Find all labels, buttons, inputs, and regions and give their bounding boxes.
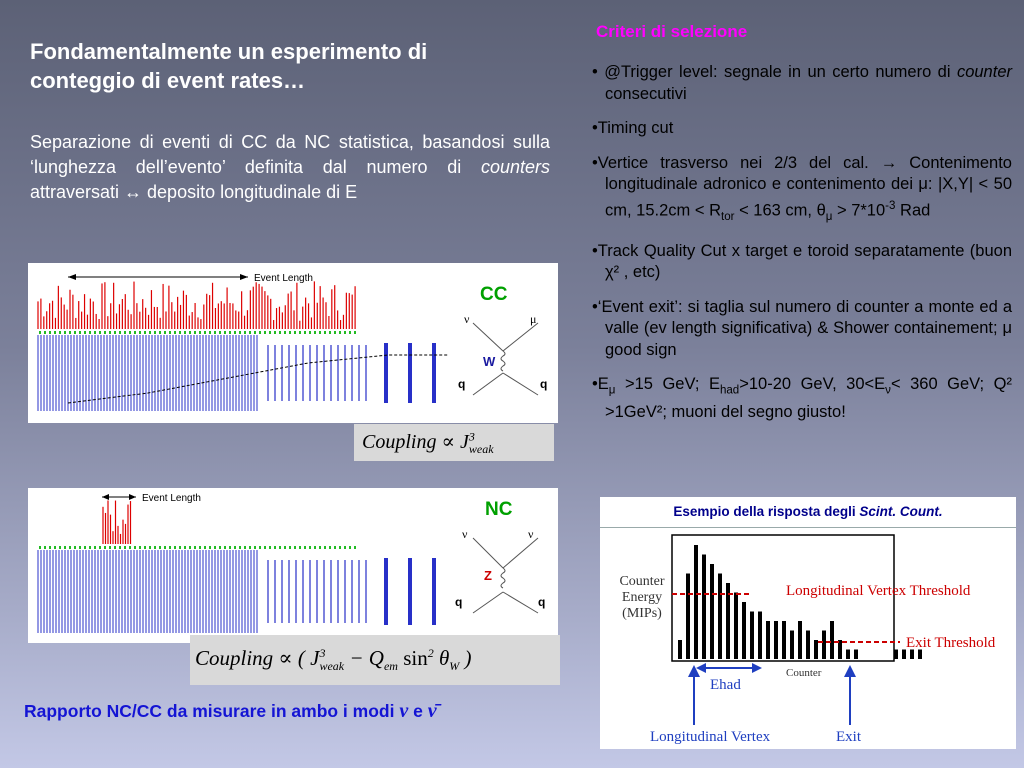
scint-bar bbox=[846, 650, 850, 660]
ehad-arrowhead-right bbox=[752, 663, 762, 673]
scint-bar bbox=[694, 545, 698, 659]
nc-label: NC bbox=[485, 499, 513, 520]
criteria-timing: •Timing cut bbox=[592, 119, 674, 137]
nc-event-length-label: Event Length bbox=[142, 493, 201, 504]
cc-event-svg bbox=[28, 263, 558, 423]
criteria-exit: •‘Event exit’: si taglia sul numero di counter a monte ed a valle (ev length significativa) & Shower containement; μ good sign bbox=[592, 297, 1012, 359]
cc-toroid-plane bbox=[432, 343, 436, 403]
cc-q-out: q bbox=[540, 377, 548, 391]
criteria-list bbox=[592, 62, 1012, 437]
nc-toroid-plane bbox=[384, 558, 388, 625]
scint-bar bbox=[806, 631, 810, 660]
nc-length-arrowhead-right bbox=[129, 494, 136, 500]
scint-bar bbox=[854, 650, 858, 660]
nc-event-display bbox=[28, 488, 558, 643]
cc-formula: Coupling ∝ $J^3_{weak}$ bbox=[354, 424, 554, 461]
cc-feynman-diagram bbox=[458, 312, 547, 395]
scint-header: Esempio della risposta degli Scint. Count. bbox=[600, 497, 1016, 528]
scint-bar bbox=[766, 621, 770, 659]
scint-bar bbox=[814, 640, 818, 659]
long-vertex-label: Longitudinal Vertex bbox=[650, 729, 771, 745]
scint-bar bbox=[710, 564, 714, 659]
nc-green-hits bbox=[40, 546, 355, 549]
scint-ylabel-2: Energy bbox=[621, 590, 663, 605]
scint-ylabel-3: (MIPs) bbox=[622, 606, 662, 621]
nc-feynman-diagram bbox=[455, 527, 545, 613]
scint-bar bbox=[894, 650, 898, 660]
nc-red-hits bbox=[103, 500, 131, 544]
cc-green-hits bbox=[40, 331, 355, 334]
cc-toroid-plane bbox=[384, 343, 388, 403]
cc-q-in: q bbox=[458, 377, 466, 391]
cc-red-hits bbox=[38, 281, 355, 329]
nc-nu-out: ν bbox=[528, 527, 534, 541]
nc-toroid-plane bbox=[432, 558, 436, 625]
scint-bar bbox=[734, 593, 738, 660]
intro-text-c: attraversati ↔ deposito longitudinale di E bbox=[30, 182, 358, 202]
scint-bar bbox=[774, 621, 778, 659]
scint-bar bbox=[790, 631, 794, 660]
nc-q-in: q bbox=[455, 595, 463, 609]
exit-label: Exit bbox=[836, 729, 861, 745]
scint-bar bbox=[830, 621, 834, 659]
cc-event-length-label: Event Length bbox=[254, 273, 313, 284]
cc-event-display bbox=[28, 263, 558, 423]
nc-event-svg bbox=[28, 488, 558, 643]
nc-formula: Coupling ∝ ( $J^3_{weak} - Q_{em}$ $\sin^2 \theta_W$ ) bbox=[190, 635, 560, 685]
scint-bar bbox=[822, 631, 826, 660]
scint-bar bbox=[686, 574, 690, 660]
scint-bar bbox=[742, 602, 746, 659]
scint-panel bbox=[600, 497, 1016, 749]
ehad-label: Ehad bbox=[710, 677, 741, 693]
cc-detector-planes bbox=[38, 335, 436, 411]
exit-arrowhead bbox=[844, 665, 856, 677]
scint-bar bbox=[702, 555, 706, 660]
scint-bar bbox=[678, 640, 682, 659]
ehad-arrowhead-left bbox=[696, 663, 706, 673]
bottom-note: Rapporto NC/CC da misurare in ambo i modi ν e ν̄ bbox=[24, 700, 437, 722]
exit-threshold-label: Exit Threshold bbox=[906, 635, 996, 651]
nc-boson-label: Z bbox=[484, 568, 492, 583]
intro-paragraph bbox=[30, 130, 550, 205]
cc-mu-label: μ bbox=[530, 312, 537, 326]
nc-q-out: q bbox=[538, 595, 546, 609]
cc-length-arrowhead-left bbox=[68, 274, 76, 280]
scint-bar bbox=[758, 612, 762, 660]
cc-boson-label: W bbox=[483, 354, 496, 369]
criteria-energy: $•E_\mu >15$ GeV; $E_{had}>10-20$ GeV, $30<E_\nu< 360$ GeV; Q² >1GeV²; muoni del segno giusto! bbox=[592, 375, 1012, 422]
cc-nu-label: ν bbox=[464, 312, 470, 326]
cc-label: CC bbox=[480, 284, 508, 305]
scint-bar bbox=[750, 612, 754, 660]
criteria-title: Criteri di selezione bbox=[596, 22, 748, 41]
lvt-label: Longitudinal Vertex Threshold bbox=[786, 583, 971, 599]
cc-toroid-plane bbox=[408, 343, 412, 403]
long-vertex-arrowhead bbox=[688, 665, 700, 677]
nc-detector-planes bbox=[38, 550, 436, 633]
scint-bar bbox=[798, 621, 802, 659]
scint-chart bbox=[600, 527, 1016, 749]
intro-text-a: Separazione di eventi di CC da NC statistica, basandosi sulla ‘lunghezza dell’evento’ definita dal numero di bbox=[30, 132, 550, 177]
scint-bar bbox=[718, 574, 722, 660]
scint-ylabel-1: Counter bbox=[619, 574, 665, 589]
slide-title: Fondamentalmente un esperimento di conteggio di event rates… bbox=[30, 39, 428, 93]
nc-toroid-plane bbox=[408, 558, 412, 625]
nc-length-arrowhead-left bbox=[102, 494, 109, 500]
cc-length-arrowhead-right bbox=[240, 274, 248, 280]
intro-counters: counters bbox=[480, 157, 550, 177]
criteria-vertex: •Vertice trasverso nei 2/3 del cal. → Contenimento longitudinale adronico e contenimento dei μ: |X,Y| < 50 cm, $15.2cm < R_{tor} < 163$ cm, $\theta_\mu > 7*10^{-3}$ Rad bbox=[592, 153, 1012, 223]
criteria-trigger: • @Trigger level: segnale in un certo numero di counter consecutivi bbox=[592, 63, 1012, 103]
criteria-track: •Track Quality Cut x target e toroid separatamente (buon χ² , etc) bbox=[592, 241, 1012, 282]
scint-xlabel: Counter bbox=[786, 667, 822, 679]
nc-nu-in: ν bbox=[462, 527, 468, 541]
scint-bar bbox=[782, 621, 786, 659]
